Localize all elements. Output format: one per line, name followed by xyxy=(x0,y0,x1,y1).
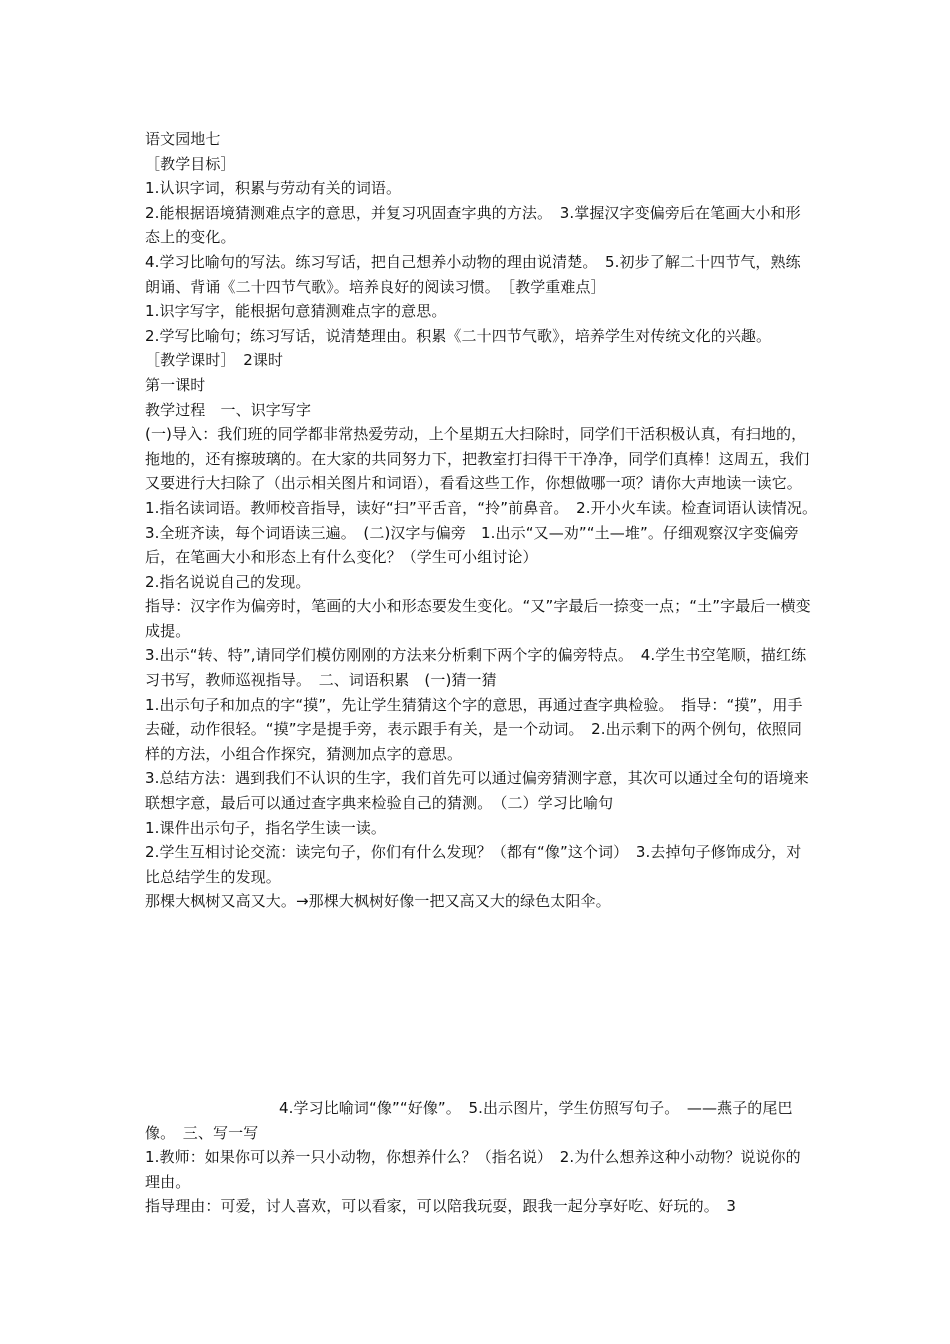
paragraph: 1.出示句子和加点的字“摸”，先让学生猜猜这个字的意思，再通过查字典检验。 指导：“摸”，用手去碰，动作很轻。“摸”字是提手旁，表示跟手有关，是一个动词。 2.出示剩下的两个例句，依照同样的方法，小组合作探究，猜测加点字的意思。 xyxy=(145,695,803,763)
document-body-bottom xyxy=(145,1096,813,1219)
section-heading-objectives: ［教学目标］ xyxy=(145,154,236,173)
paragraph: 1.课件出示句子，指名学生读一读。 xyxy=(145,818,387,837)
paragraph: 指导理由：可爱，讨人喜欢，可以看家，可以陪我玩耍，跟我一起分享好吃、好玩的。 3 xyxy=(145,1197,737,1216)
paragraph: 2.能根据语境猜测难点字的意思，并复习巩固查字典的方法。 3.掌握汉字变偏旁后在笔画大小和形态上的变化。 xyxy=(145,203,801,247)
paragraph: 3.出示“转、特”,请同学们模仿刚刚的方法来分析剩下两个字的偏旁特点。 4.学生书空笔顺，描红练习书写，教师巡视指导。 二、词语积累 (一)猜一猜 xyxy=(145,646,807,690)
paragraph: 2.学生互相讨论交流：读完句子，你们有什么发现？（都有“像”这个词） 3.去掉句子修饰成分，对比总结学生的发现。 xyxy=(145,843,802,886)
paragraph: 2.学写比喻句；练习写话，说清楚理由。积累《二十四节气歌》，培养学生对传统文化的兴趣。 xyxy=(145,326,772,345)
paragraph: 4.学习比喻句的写法。练习写话，把自己想养小动物的理由说清楚。 5.初步了解二十四节气，熟练朗诵、背诵《二十四节气歌》。培养良好的阅读习惯。 ［教学重难点］ xyxy=(145,252,801,296)
document-title: 语文园地七 xyxy=(145,130,221,148)
paragraph: 1.识字写字，能根据句意猜测难点字的意思。 xyxy=(145,302,447,321)
section-heading-process: 教学过程 一、识字写字 xyxy=(145,400,312,419)
paragraph: 指导：汉字作为偏旁时，笔画的大小和形态要发生变化。“又”字最后一捺变一点；“土”字最后一横变成提。 xyxy=(145,597,811,640)
paragraph: 4.学习比喻词“像”“好像”。 5.出示图片，学生仿照写句子。 ——燕子的尾巴像。 三、写一写 xyxy=(145,1099,793,1142)
paragraph: 1.认识字词，积累与劳动有关的词语。 xyxy=(145,179,402,198)
paragraph: 1.指名读词语。教师校音指导，读好“扫”平舌音，“拎”前鼻音。 2.开小火车读。检查词语认读情况。 3.全班齐读，每个词语读三遍。 (二)汉字与偏旁 1.出示“又—劝”“土—堆”。仔细观察汉字变偏旁后，在笔画大小和形态上有什么变化？（学生可小组讨论） xyxy=(145,498,825,567)
paragraph: 1.教师：如果你可以养一只小动物，你想养什么？（指名说） 2.为什么想养这种小动物？说说你的理由。 xyxy=(145,1148,801,1191)
paragraph: 那棵大枫树又高又大。→那棵大枫树好像一把又高又大的绿色太阳伞。 xyxy=(145,892,611,911)
paragraph: 3.总结方法：遇到我们不认识的生字，我们首先可以通过偏旁猜测字意，其次可以通过全句的语境来联想字意，最后可以通过查字典来检验自己的猜测。 （二）学习比喻句 xyxy=(145,769,809,813)
section-heading-first-period: 第一课时 xyxy=(145,375,206,394)
paragraph: 2.指名说说自己的发现。 xyxy=(145,572,311,591)
section-heading-periods: ［教学课时］ 2课时 xyxy=(145,351,284,370)
paragraph: (一)导入：我们班的同学都非常热爱劳动，上个星期五大扫除时，同学们干活积极认真，有扫地的，拖地的，还有擦玻璃的。在大家的共同努力下，把教室打扫得干干净净，同学们真棒！这周五，我们又要进行大扫除了（出示相关图片和词语），看看这些工作，你想做哪一项？请你大声地读一读它。 xyxy=(145,425,810,493)
document-body-top xyxy=(145,127,825,914)
